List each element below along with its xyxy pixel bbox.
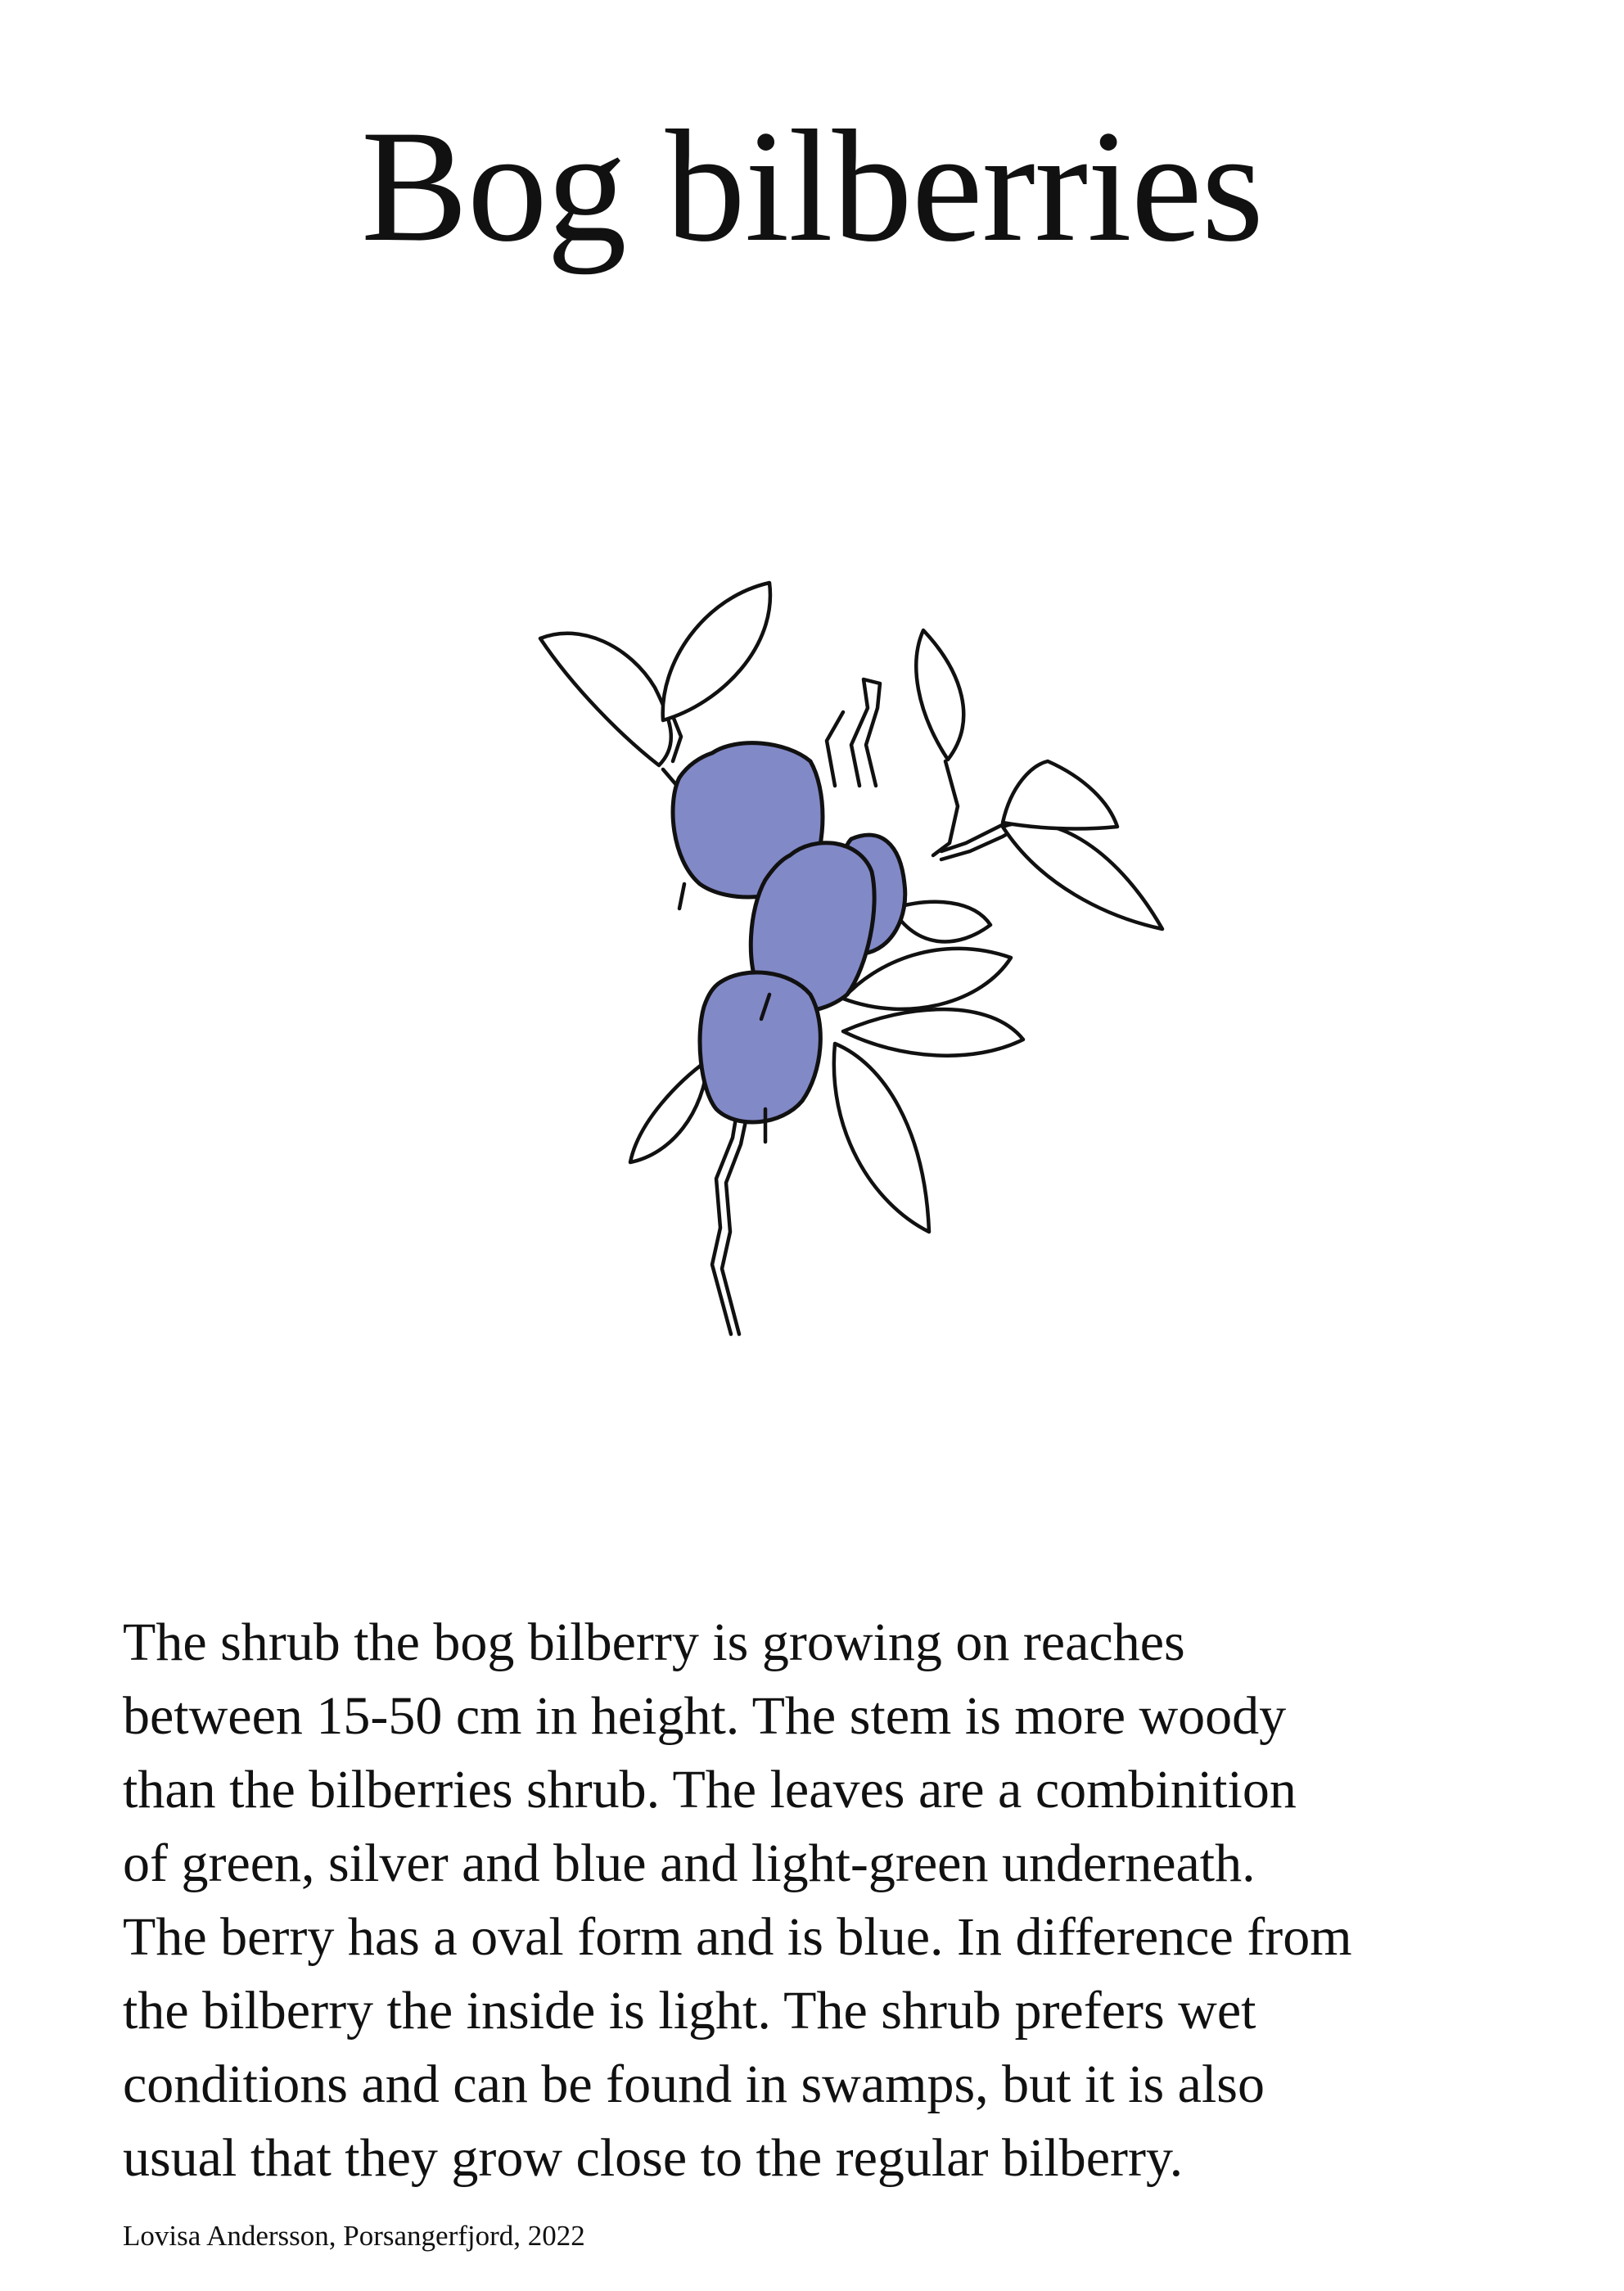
leaf-top-center	[663, 583, 770, 720]
bog-bilberry-branch-illustration	[508, 557, 1195, 1375]
description-line-6: the bilberry the inside is light. The shrub prefers wet	[123, 1981, 1256, 2041]
berry-bottom	[700, 972, 820, 1122]
leaf-middle-upper	[892, 902, 990, 942]
author-caption: Lovisa Andersson, Porsangerfjord, 2022	[123, 2220, 585, 2252]
leaf-lower-right-wide	[843, 1009, 1023, 1056]
leaf-right-small	[1003, 761, 1117, 828]
leaf-lower-left	[630, 1060, 708, 1162]
leaf-top-left	[540, 634, 671, 765]
description-line-2: between 15-50 cm in height. The stem is more woody	[123, 1686, 1287, 1746]
page-title: Bog bilberries	[361, 97, 1263, 275]
leaf-right-large	[1003, 823, 1162, 929]
description-line-5: The berry has a oval form and is blue. In difference from	[123, 1907, 1352, 1967]
description-line-8: usual that they grow close to the regular bilberry.	[123, 2128, 1184, 2188]
description-paragraph	[123, 1606, 1531, 2195]
description-line-3: than the bilberries shrub. The leaves are a combinition	[123, 1760, 1297, 1820]
description-line-4: of green, silver and blue and light-green underneath.	[123, 1833, 1256, 1893]
description-line-7: conditions and can be found in swamps, but it is also	[123, 2054, 1265, 2114]
leaf-middle-right	[843, 949, 1011, 1009]
leaf-top-right-narrow	[916, 630, 963, 760]
description-line-1: The shrub the bog bilberry is growing on reaches	[123, 1612, 1185, 1672]
leaf-lower-right-drop	[834, 1044, 929, 1232]
